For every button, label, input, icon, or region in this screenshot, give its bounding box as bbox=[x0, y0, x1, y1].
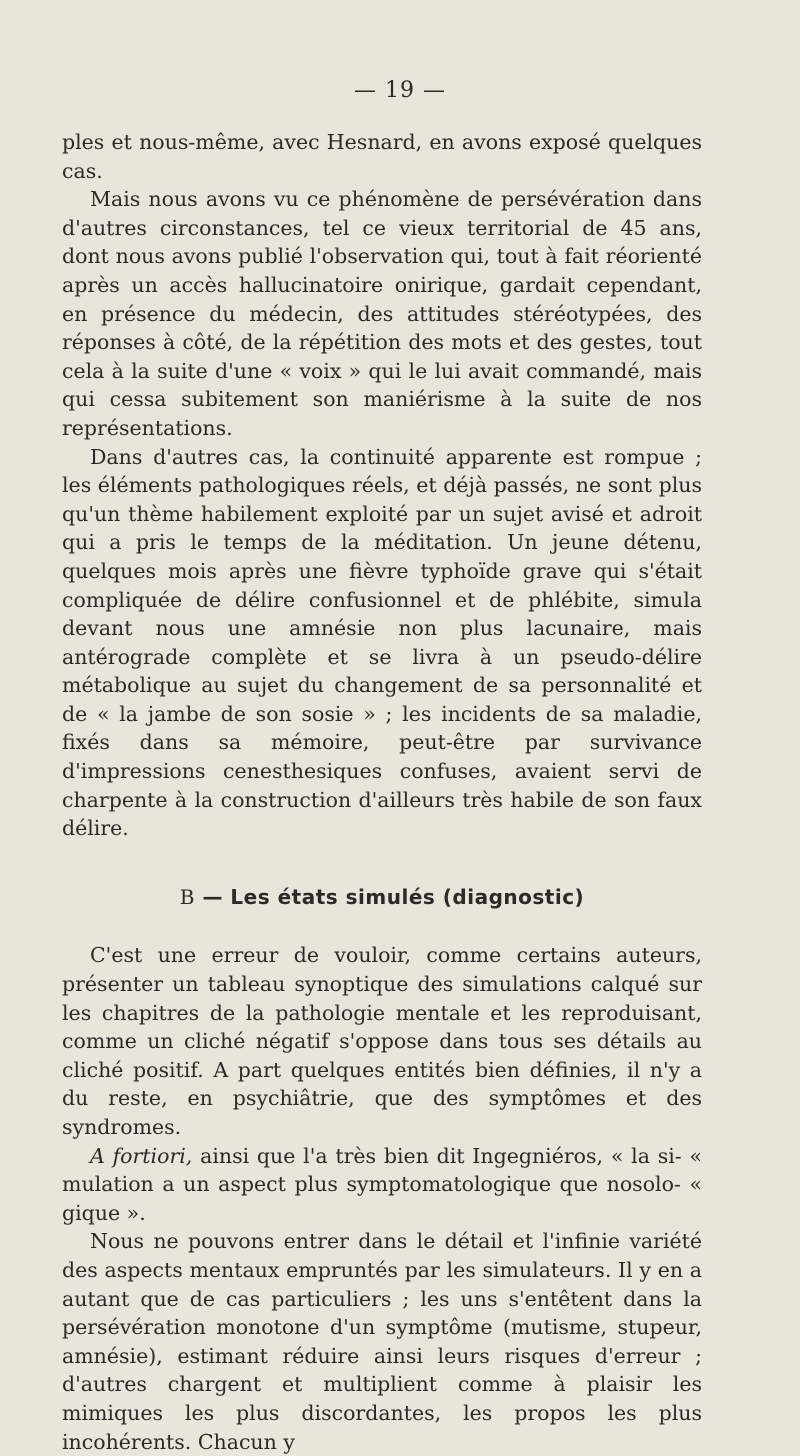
section-heading bbox=[62, 883, 702, 912]
italic-phrase: A fortiori, bbox=[90, 1143, 193, 1168]
paragraph-error: C'est une erreur de vouloir, comme certains auteurs, présenter un tableau synoptique des simulations calqué sur les chapitres de la pathologie mentale et les reproduisant, comme un cliché négatif s'oppose dans tous ses détails au cliché positif. A part quelques entités bien définies, il n'y a du reste, en psychiâtrie, que des symptômes et des syndromes. bbox=[62, 943, 702, 1139]
section-letter: B bbox=[179, 884, 195, 909]
paragraph-persistence: Mais nous avons vu ce phénomène de persévération dans d'autres circonstances, tel ce vieux territorial de 45 ans, dont nous avons publié l'observation qui, tout à fait réorienté après un accès hallucinatoire onirique, gardait cependant, en présence du médecin, des attitudes stéréotypées, des réponses à côté, de la répétition des mots et des gestes, tout cela à la suite d'une « voix » qui le lui avait commandé, mais qui cessa subitement son maniérisme à la suite de nos représentations. bbox=[62, 187, 702, 440]
page-number: — 19 — bbox=[354, 78, 446, 103]
paragraph-quote bbox=[62, 1142, 702, 1228]
section-title: — Les états simulés (diagnostic) bbox=[202, 884, 585, 909]
quote-text: ainsi que l'a très bien dit Ingegniéros, « la si- « mulation a un aspect plus symptomatologique que nosolo- « gique ». bbox=[62, 1143, 703, 1225]
paragraph-rupture: Dans d'autres cas, la continuité apparente est rompue ; les éléments pathologiques réels, et déjà passés, ne sont plus qu'un thème habilement exploité par un sujet avisé et adroit qui a pris le temps de la méditation. Un jeune détenu, quelques mois après une fièvre typhoïde grave qui s'était compliquée de délire confusionnel et de phlébite, simula devant nous une amnésie non plus lacunaire, mais antérograde complète et se livra à un pseudo-délire métabolique au sujet du changement de sa personnalité et de « la jambe de son sosie » ; les incidents de sa maladie, fixés dans sa mémoire, peut-être par survivance d'impressions cenesthesiques confuses, avaient servi de charpente à la construction d'ailleurs très habile de son faux délire. bbox=[62, 444, 702, 841]
paragraph-variety: Nous ne pouvons entrer dans le détail et l'infinie variété des aspects mentaux empruntés par les simulateurs. Il y en a autant que de cas particuliers ; les uns s'entêtent dans la persévération monotone d'un symptôme (mutisme, stupeur, amnésie), estimant réduire ainsi leurs risques d'erreur ; d'autres chargent et multiplient comme à plaisir les mimiques les plus discordantes, les propos les plus incohérents. Chacun y bbox=[62, 1229, 702, 1454]
paragraph-continuation: ples et nous-même, avec Hesnard, en avons exposé quelques cas. bbox=[62, 130, 702, 183]
body-text bbox=[62, 128, 702, 1456]
